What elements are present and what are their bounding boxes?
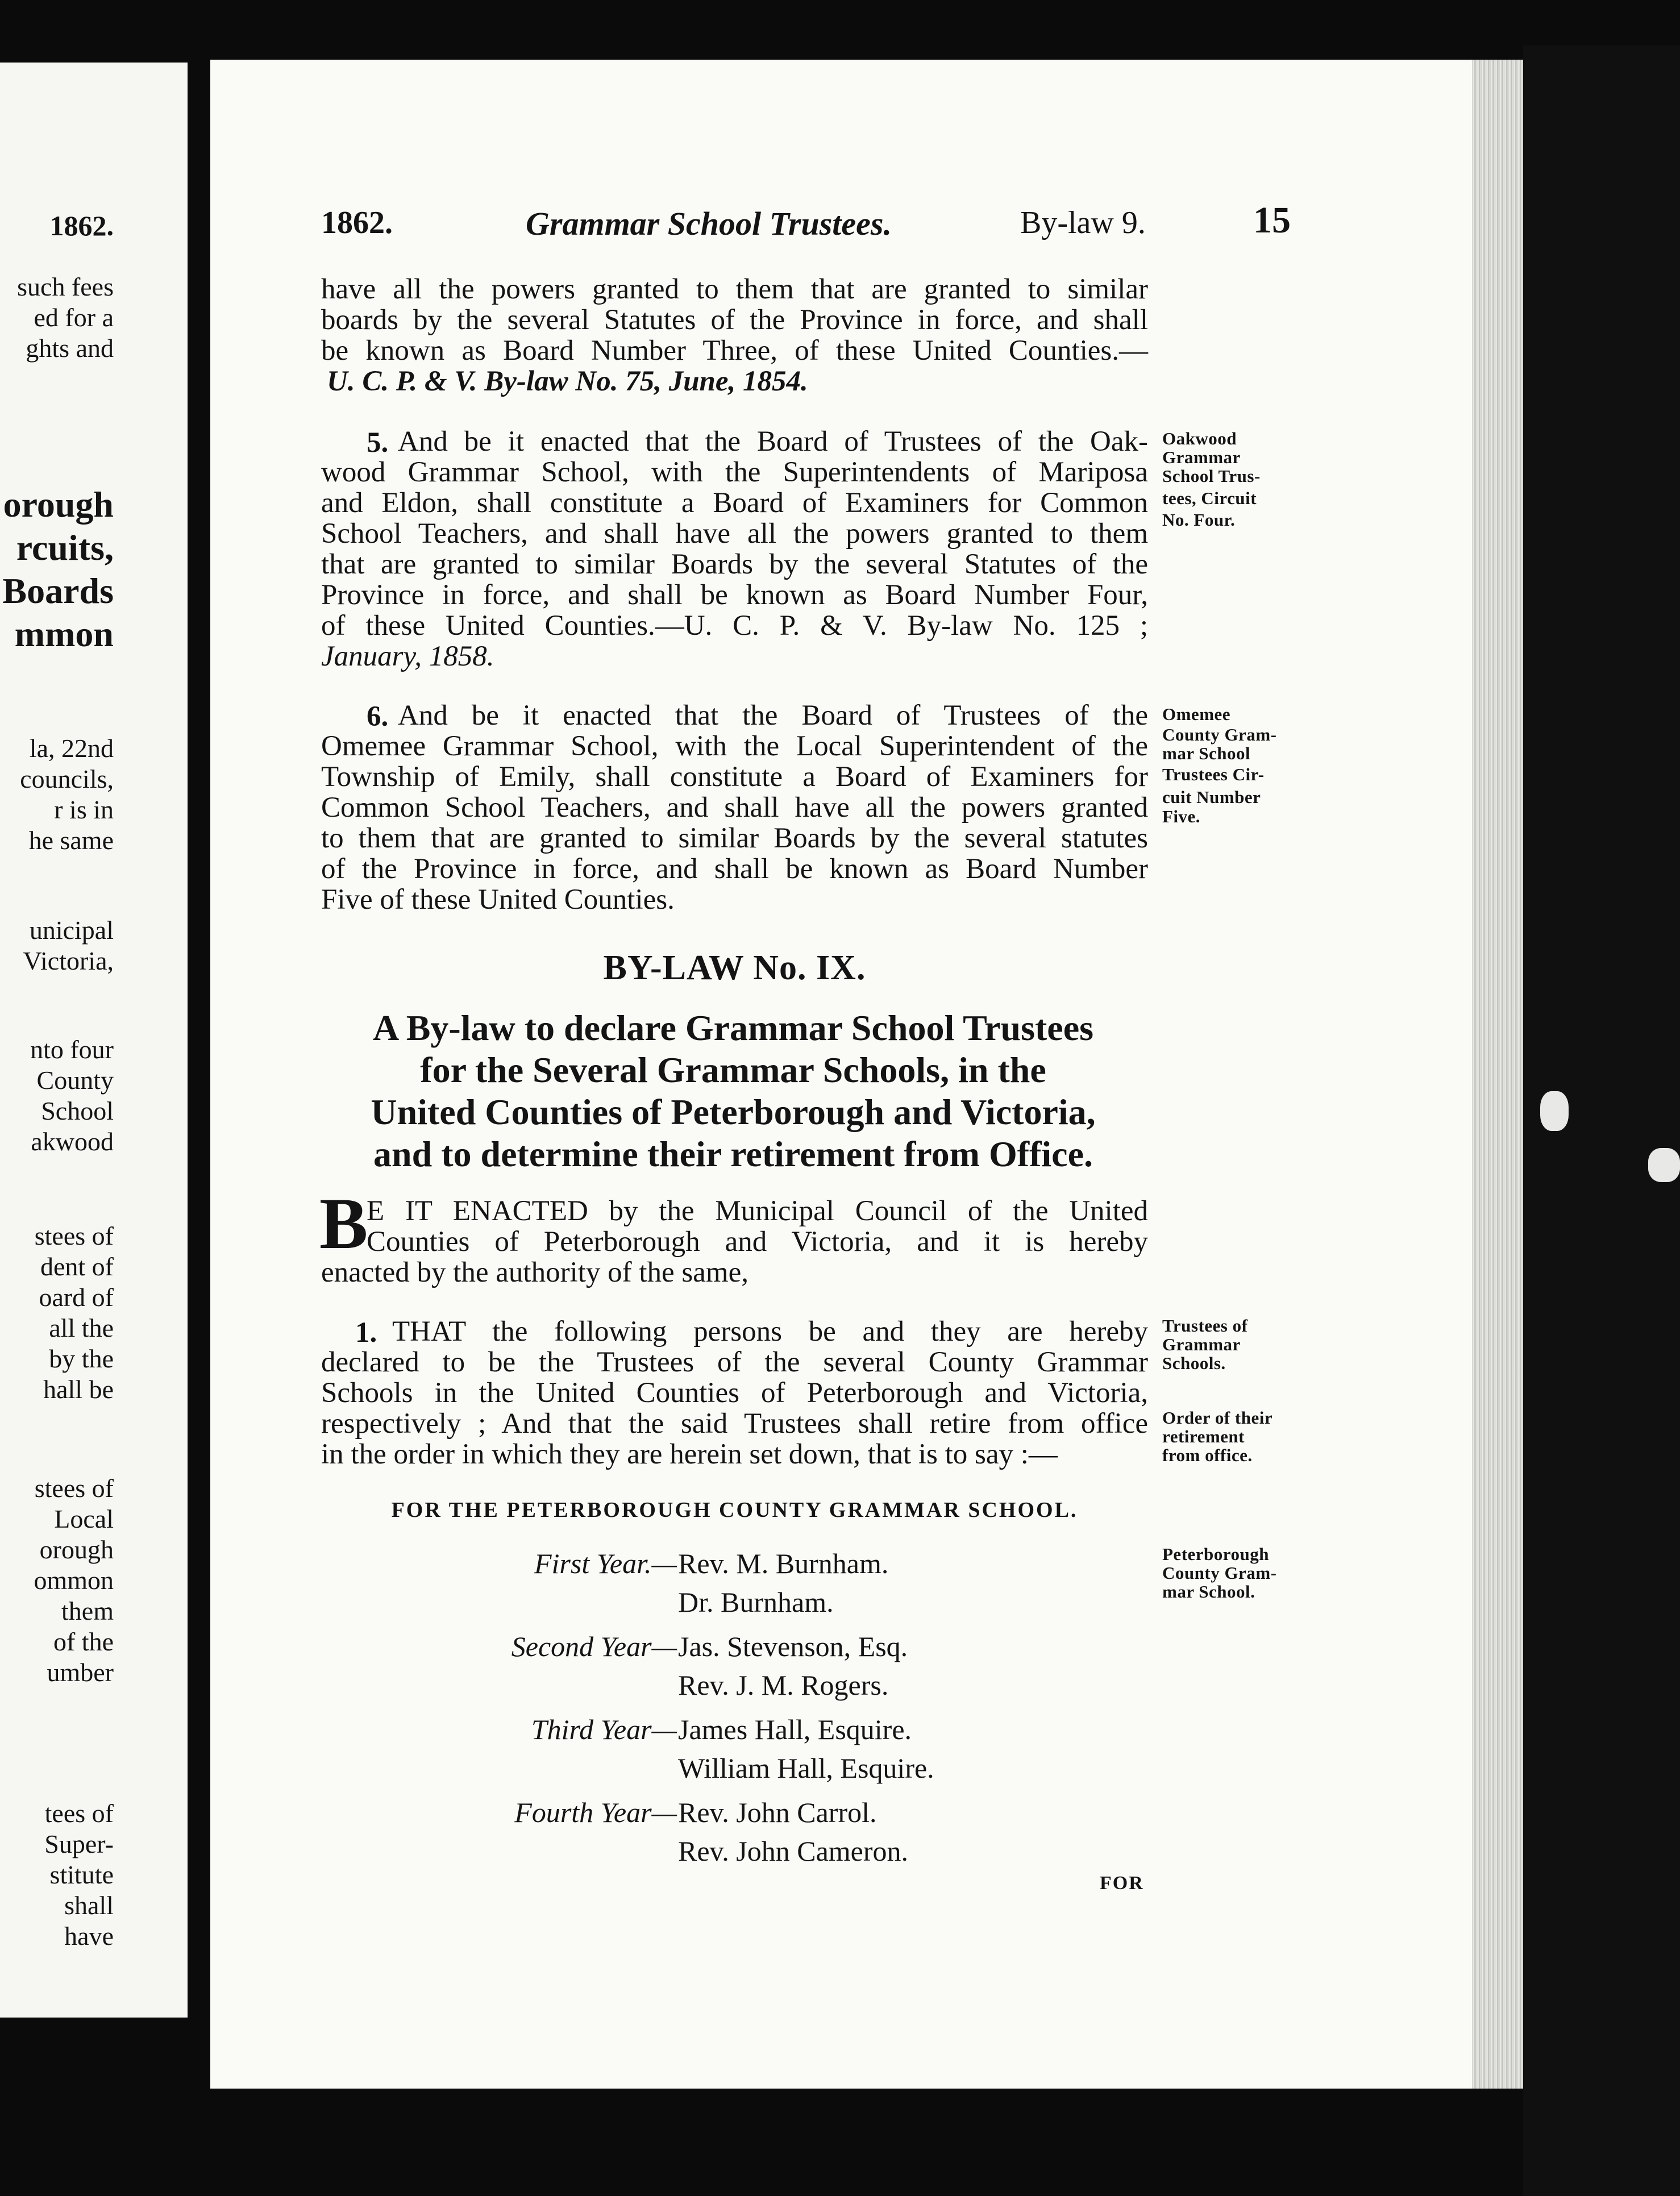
margin-note: Peterborough	[1162, 1544, 1269, 1564]
left-fragment: stitute	[49, 1860, 114, 1889]
left-fragment: he same	[28, 826, 114, 855]
margin-note: No. Four.	[1162, 510, 1236, 530]
margin-note: mar School	[1162, 743, 1251, 763]
margin-note: Grammar	[1162, 447, 1241, 467]
margin-note: tees, Circuit	[1162, 488, 1257, 508]
text-line: Township of Emily, shall constitute a Board of Examiners for	[321, 761, 1148, 793]
text-line: in the order in which they are herein set down, that is to say :—	[321, 1438, 1058, 1470]
left-fragment: oard of	[39, 1283, 114, 1312]
page-edge	[1472, 60, 1523, 2089]
text-line: And be it enacted that the Board of Trustees of the	[398, 700, 1148, 731]
text-line: School Teachers, and shall have all the powers granted to them	[321, 518, 1148, 550]
section-number: 6.	[367, 701, 389, 733]
text-line: be known as Board Number Three, of these United Counties.—	[321, 335, 1148, 367]
margin-note: Five.	[1162, 806, 1201, 826]
year-label: Second Year—	[511, 1631, 677, 1662]
page-number: 15	[1253, 199, 1291, 241]
left-fragment: shall	[64, 1891, 114, 1920]
left-fragment: unicipal	[29, 916, 114, 945]
left-fragment: Victoria,	[23, 946, 114, 975]
scan-speck	[1648, 1148, 1680, 1182]
margin-note: retirement	[1162, 1426, 1245, 1446]
section-number: 5.	[367, 427, 389, 459]
bylaw-title-line: A By-law to declare Grammar School Trustees	[373, 1008, 1093, 1048]
trustee-name: Rev. J. M. Rogers.	[678, 1669, 889, 1701]
bylaw-title-line: for the Several Grammar Schools, in the	[420, 1050, 1046, 1090]
left-fragment: r is in	[54, 795, 114, 824]
left-fragment: of the	[53, 1627, 114, 1656]
text-line: of the Province in force, and shall be known as Board Number	[321, 853, 1148, 885]
text-line: Five of these United Counties.	[321, 884, 675, 916]
bylaw-heading: BY-LAW No. IX.	[603, 949, 866, 987]
bylaw-title-line: and to determine their retirement from Office.	[373, 1134, 1093, 1174]
left-fragment: by the	[49, 1344, 114, 1373]
trustee-name: Rev. John Cameron.	[678, 1835, 909, 1867]
text-line: respectively ; And that the said Trustees shall retire from office	[321, 1408, 1148, 1440]
left-fragment: all the	[49, 1313, 114, 1342]
section-number: 1.	[355, 1317, 377, 1349]
text-line: THAT the following persons be and they are hereby	[392, 1316, 1148, 1347]
left-fragment: ghts and	[26, 334, 114, 363]
drop-cap: B	[319, 1183, 368, 1264]
left-page-year: 1862.	[49, 210, 114, 242]
trustee-name: William Hall, Esquire.	[678, 1752, 934, 1784]
left-fragment: ommon	[34, 1566, 114, 1595]
margin-note: from office.	[1162, 1445, 1253, 1465]
left-fragment: dent of	[40, 1252, 114, 1281]
left-fragment: nto four	[30, 1035, 114, 1064]
trustee-name: Dr. Burnham.	[678, 1586, 834, 1618]
left-fragment: such fees	[17, 272, 114, 301]
left-fragment: ed for a	[34, 303, 114, 332]
scan-speck	[1540, 1091, 1569, 1131]
text-line: have all the powers granted to them that are granted to similar	[321, 273, 1148, 305]
school-heading: FOR THE PETERBOROUGH COUNTY GRAMMAR SCHOOL.	[391, 1498, 1078, 1522]
trustee-name: James Hall, Esquire.	[678, 1713, 912, 1745]
margin-note: Grammar	[1162, 1334, 1241, 1354]
left-fragment: umber	[47, 1658, 114, 1687]
margin-note: County Gram-	[1162, 1563, 1277, 1583]
running-title: Grammar School Trustees.	[526, 205, 892, 242]
text-line: to them that are granted to similar Boards by the several statutes	[321, 822, 1148, 854]
margin-note: Trustees of	[1162, 1316, 1248, 1336]
text-line: Common School Teachers, and shall have all the powers granted	[321, 792, 1148, 824]
text-line: boards by the several Statutes of the Province in force, and shall	[321, 304, 1148, 336]
left-fragment: akwood	[31, 1127, 114, 1156]
text-line: and Eldon, shall constitute a Board of Examiners for Common	[321, 487, 1148, 519]
left-fragment: hall be	[43, 1375, 114, 1404]
text-line: January, 1858.	[321, 640, 494, 672]
text-line: that are granted to similar Boards by the several Statutes of the	[321, 548, 1148, 580]
text-line: Counties of Peterborough and Victoria, and it is hereby	[367, 1226, 1148, 1258]
left-fragment: have	[64, 1922, 114, 1950]
margin-note: Omemee	[1162, 704, 1231, 724]
text-line: of these United Counties.—U. C. P. & V. By-law No. 125 ;	[321, 610, 1148, 642]
year-label: Third Year—	[531, 1713, 677, 1745]
left-fragment: School	[41, 1096, 114, 1125]
left-fragment: la, 22nd	[29, 734, 114, 763]
trustee-name: Rev. M. Burnham.	[678, 1548, 889, 1579]
left-fragment: councils,	[20, 764, 114, 793]
left-fragment: tees of	[44, 1799, 114, 1828]
margin-note: Order of their	[1162, 1408, 1273, 1428]
left-fragment: mmon	[14, 614, 114, 654]
left-fragment: rcuits,	[16, 527, 114, 568]
header-year: 1862.	[321, 205, 393, 240]
margin-note: Oakwood	[1162, 429, 1237, 448]
text-line: declared to be the Trustees of the several County Grammar	[321, 1346, 1148, 1378]
trustee-name: Jas. Stevenson, Esq.	[678, 1631, 908, 1662]
left-fragment: orough	[39, 1535, 114, 1564]
left-page-fragment	[0, 63, 188, 2018]
left-fragment: County	[36, 1066, 114, 1095]
left-fragment: orough	[3, 484, 114, 525]
left-fragment: Local	[54, 1504, 114, 1533]
left-fragment: them	[61, 1596, 114, 1625]
bylaw-title-line: United Counties of Peterborough and Victoria,	[371, 1092, 1096, 1132]
catchword: FOR	[1100, 1873, 1144, 1894]
text-line: Province in force, and shall be known as Board Number Four,	[321, 579, 1148, 611]
margin-note: cuit Number	[1162, 787, 1261, 807]
text-line: Schools in the United Counties of Peterborough and Victoria,	[321, 1377, 1148, 1409]
header-bylaw: By-law 9.	[1020, 205, 1146, 240]
citation: U. C. P. & V. By-law No. 75, June, 1854.	[327, 365, 808, 397]
year-label: First Year.—	[534, 1548, 677, 1579]
text-line: And be it enacted that the Board of Trustees of the Oak-	[398, 426, 1148, 458]
margin-note: Schools.	[1162, 1353, 1226, 1373]
margin-note: mar School.	[1162, 1582, 1255, 1602]
margin-note: County Gram-	[1162, 725, 1277, 745]
left-fragment: stees of	[34, 1221, 114, 1250]
text-line: wood Grammar School, with the Superintendents of Mariposa	[321, 456, 1148, 488]
margin-note: Trustees Cir-	[1162, 764, 1265, 784]
left-fragment: Boards	[2, 571, 114, 611]
text-line: Omemee Grammar School, with the Local Superintendent of the	[321, 730, 1148, 762]
left-fragment: Super-	[44, 1829, 114, 1858]
text-line: enacted by the authority of the same,	[321, 1257, 748, 1288]
year-label: Fourth Year—	[514, 1796, 677, 1828]
margin-note: School Trus-	[1162, 466, 1261, 486]
trustee-name: Rev. John Carrol.	[678, 1796, 877, 1828]
text-line: E IT ENACTED by the Municipal Council of the United	[367, 1195, 1148, 1227]
left-fragment: stees of	[34, 1474, 114, 1503]
